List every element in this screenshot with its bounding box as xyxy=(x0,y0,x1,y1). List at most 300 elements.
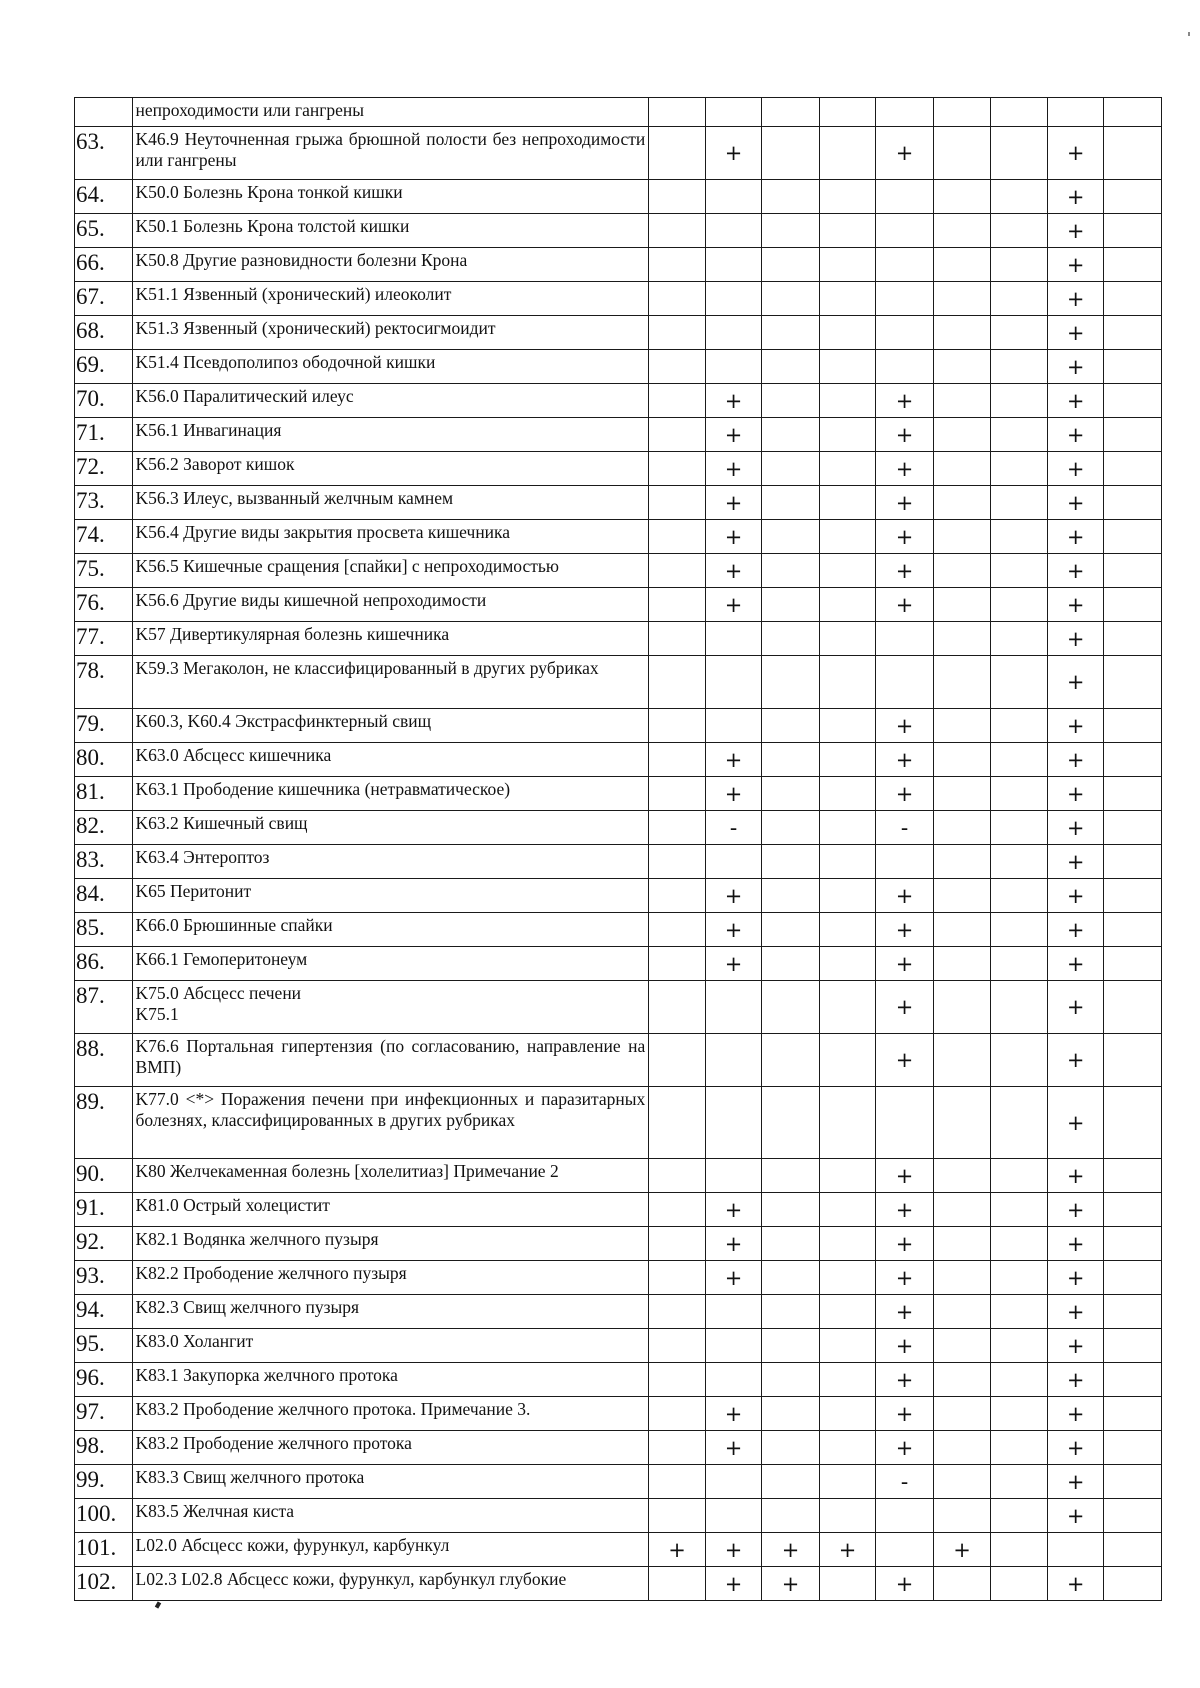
mark-cell-col-9 xyxy=(1104,384,1162,418)
diagnosis-name: K66.0 Брюшинные спайки xyxy=(132,913,649,947)
mark-cell-col-2: - xyxy=(705,811,762,845)
mark-cell-col-4 xyxy=(819,520,876,554)
mark-cell-col-8: + xyxy=(1047,452,1104,486)
mark-cell-col-3 xyxy=(762,913,820,947)
mark-cell-col-9 xyxy=(1104,127,1162,180)
mark-cell-col-5 xyxy=(876,248,934,282)
mark-cell-col-4 xyxy=(819,452,876,486)
mark-cell-col-2 xyxy=(705,845,762,879)
row-number: 87. xyxy=(75,981,133,1034)
mark-cell-col-4 xyxy=(819,1193,876,1227)
mark-cell-col-5: + xyxy=(876,1295,934,1329)
mark-cell-col-6 xyxy=(933,588,991,622)
mark-cell-col-4 xyxy=(819,180,876,214)
table-row xyxy=(75,879,1162,913)
mark-cell-col-4 xyxy=(819,743,876,777)
mark-cell-col-2: + xyxy=(705,127,762,180)
mark-cell-col-3 xyxy=(762,520,820,554)
diagnosis-name: K51.4 Псевдополипоз ободочной кишки xyxy=(132,350,649,384)
mark-cell-col-5 xyxy=(876,1499,934,1533)
mark-cell-col-9 xyxy=(1104,98,1162,127)
mark-cell-col-4 xyxy=(819,418,876,452)
mark-cell-col-9 xyxy=(1104,1499,1162,1533)
mark-cell-col-9 xyxy=(1104,1397,1162,1431)
row-number xyxy=(75,98,133,127)
diagnosis-name: L02.3 L02.8 Абсцесс кожи, фурункул, карбункул глубокие xyxy=(132,1567,649,1601)
row-number: 96. xyxy=(75,1363,133,1397)
diagnosis-name: K56.6 Другие виды кишечной непроходимости xyxy=(132,588,649,622)
mark-cell-col-6 xyxy=(933,180,991,214)
table-row xyxy=(75,316,1162,350)
table-row xyxy=(75,1397,1162,1431)
mark-cell-col-2 xyxy=(705,1465,762,1499)
table-row xyxy=(75,127,1162,180)
table-row xyxy=(75,554,1162,588)
mark-cell-col-2 xyxy=(705,180,762,214)
mark-cell-col-2 xyxy=(705,214,762,248)
mark-cell-col-4 xyxy=(819,486,876,520)
mark-cell-col-2 xyxy=(705,622,762,656)
mark-cell-col-8: + xyxy=(1047,1034,1104,1087)
mark-cell-col-9 xyxy=(1104,1034,1162,1087)
mark-cell-col-8: + xyxy=(1047,1363,1104,1397)
mark-cell-col-1 xyxy=(649,588,706,622)
mark-cell-col-4 xyxy=(819,622,876,656)
mark-cell-col-6 xyxy=(933,316,991,350)
mark-cell-col-7 xyxy=(991,1567,1048,1601)
mark-cell-col-4 xyxy=(819,1465,876,1499)
diagnosis-name: L02.0 Абсцесс кожи, фурункул, карбункул xyxy=(132,1533,649,1567)
mark-cell-col-3 xyxy=(762,777,820,811)
row-number: 93. xyxy=(75,1261,133,1295)
row-number: 70. xyxy=(75,384,133,418)
row-number: 69. xyxy=(75,350,133,384)
mark-cell-col-5: + xyxy=(876,588,934,622)
diagnosis-name: непроходимости или гангрены xyxy=(132,98,649,127)
mark-cell-col-2: + xyxy=(705,743,762,777)
mark-cell-col-1 xyxy=(649,777,706,811)
row-number: 100. xyxy=(75,1499,133,1533)
mark-cell-col-9 xyxy=(1104,1533,1162,1567)
mark-cell-col-5: + xyxy=(876,1193,934,1227)
mark-cell-col-8: + xyxy=(1047,418,1104,452)
mark-cell-col-6 xyxy=(933,1159,991,1193)
mark-cell-col-6 xyxy=(933,127,991,180)
mark-cell-col-5: + xyxy=(876,1261,934,1295)
mark-cell-col-6 xyxy=(933,743,991,777)
mark-cell-col-1 xyxy=(649,1567,706,1601)
mark-cell-col-3 xyxy=(762,1227,820,1261)
table-row xyxy=(75,622,1162,656)
mark-cell-col-8: + xyxy=(1047,1193,1104,1227)
row-number: 63. xyxy=(75,127,133,180)
mark-cell-col-2 xyxy=(705,981,762,1034)
row-number: 99. xyxy=(75,1465,133,1499)
mark-cell-col-4 xyxy=(819,1159,876,1193)
mark-cell-col-1 xyxy=(649,1363,706,1397)
mark-cell-col-8: + xyxy=(1047,520,1104,554)
mark-cell-col-6 xyxy=(933,981,991,1034)
mark-cell-col-7 xyxy=(991,127,1048,180)
mark-cell-col-3 xyxy=(762,588,820,622)
mark-cell-col-1 xyxy=(649,879,706,913)
diagnosis-name: K63.2 Кишечный свищ xyxy=(132,811,649,845)
table-row xyxy=(75,845,1162,879)
diagnosis-name: K50.8 Другие разновидности болезни Крона xyxy=(132,248,649,282)
mark-cell-col-8: + xyxy=(1047,282,1104,316)
mark-cell-col-6: + xyxy=(933,1533,991,1567)
mark-cell-col-7 xyxy=(991,1465,1048,1499)
table-row xyxy=(75,1499,1162,1533)
table-row xyxy=(75,486,1162,520)
mark-cell-col-8: + xyxy=(1047,981,1104,1034)
mark-cell-col-1 xyxy=(649,486,706,520)
mark-cell-col-8: + xyxy=(1047,913,1104,947)
mark-cell-col-2 xyxy=(705,316,762,350)
mark-cell-col-4 xyxy=(819,350,876,384)
mark-cell-col-6 xyxy=(933,1329,991,1363)
table-row xyxy=(75,588,1162,622)
mark-cell-col-5: + xyxy=(876,1567,934,1601)
mark-cell-col-1 xyxy=(649,1034,706,1087)
mark-cell-col-4 xyxy=(819,316,876,350)
mark-cell-col-8: + xyxy=(1047,1087,1104,1159)
mark-cell-col-7 xyxy=(991,282,1048,316)
mark-cell-col-6 xyxy=(933,520,991,554)
mark-cell-col-9 xyxy=(1104,913,1162,947)
mark-cell-col-9 xyxy=(1104,1329,1162,1363)
mark-cell-col-5: + xyxy=(876,486,934,520)
mark-cell-col-7 xyxy=(991,622,1048,656)
mark-cell-col-6 xyxy=(933,656,991,709)
mark-cell-col-2: + xyxy=(705,1533,762,1567)
mark-cell-col-4 xyxy=(819,656,876,709)
mark-cell-col-1 xyxy=(649,418,706,452)
diagnosis-name: K66.1 Гемоперитонеум xyxy=(132,947,649,981)
mark-cell-col-5: + xyxy=(876,1227,934,1261)
mark-cell-col-7 xyxy=(991,554,1048,588)
mark-cell-col-7 xyxy=(991,1363,1048,1397)
mark-cell-col-8: + xyxy=(1047,248,1104,282)
mark-cell-col-1 xyxy=(649,811,706,845)
mark-cell-col-3 xyxy=(762,282,820,316)
mark-cell-col-6 xyxy=(933,1567,991,1601)
mark-cell-col-1 xyxy=(649,98,706,127)
mark-cell-col-1 xyxy=(649,520,706,554)
diagnosis-name: K82.2 Прободение желчного пузыря xyxy=(132,1261,649,1295)
mark-cell-col-6 xyxy=(933,947,991,981)
diagnosis-name: K77.0 <*> Поражения печени при инфекционных и паразитарных болезнях, классифицированных в других рубриках xyxy=(132,1087,649,1159)
mark-cell-col-6 xyxy=(933,622,991,656)
mark-cell-col-5 xyxy=(876,656,934,709)
mark-cell-col-9 xyxy=(1104,1295,1162,1329)
mark-cell-col-5: + xyxy=(876,743,934,777)
diagnosis-name: K59.3 Мегаколон, не классифицированный в других рубриках xyxy=(132,656,649,709)
row-number: 89. xyxy=(75,1087,133,1159)
mark-cell-col-2 xyxy=(705,709,762,743)
mark-cell-col-2: + xyxy=(705,879,762,913)
mark-cell-col-5 xyxy=(876,282,934,316)
row-number: 66. xyxy=(75,248,133,282)
mark-cell-col-1 xyxy=(649,1397,706,1431)
mark-cell-col-4 xyxy=(819,127,876,180)
mark-cell-col-3 xyxy=(762,486,820,520)
mark-cell-col-9 xyxy=(1104,709,1162,743)
table-row xyxy=(75,350,1162,384)
mark-cell-col-4 xyxy=(819,1227,876,1261)
mark-cell-col-4 xyxy=(819,777,876,811)
row-number: 90. xyxy=(75,1159,133,1193)
mark-cell-col-7 xyxy=(991,947,1048,981)
mark-cell-col-5: - xyxy=(876,811,934,845)
mark-cell-col-8: + xyxy=(1047,214,1104,248)
row-number: 85. xyxy=(75,913,133,947)
row-number: 92. xyxy=(75,1227,133,1261)
mark-cell-col-5: + xyxy=(876,1397,934,1431)
mark-cell-col-8: + xyxy=(1047,180,1104,214)
table-row xyxy=(75,811,1162,845)
mark-cell-col-4 xyxy=(819,214,876,248)
row-number: 82. xyxy=(75,811,133,845)
mark-cell-col-2: + xyxy=(705,554,762,588)
mark-cell-col-9 xyxy=(1104,777,1162,811)
mark-cell-col-7 xyxy=(991,1261,1048,1295)
row-number: 86. xyxy=(75,947,133,981)
mark-cell-col-7 xyxy=(991,486,1048,520)
mark-cell-col-4 xyxy=(819,1034,876,1087)
mark-cell-col-8: + xyxy=(1047,1295,1104,1329)
row-number: 72. xyxy=(75,452,133,486)
mark-cell-col-1 xyxy=(649,1329,706,1363)
mark-cell-col-3 xyxy=(762,709,820,743)
mark-cell-col-9 xyxy=(1104,656,1162,709)
mark-cell-col-9 xyxy=(1104,350,1162,384)
row-number: 71. xyxy=(75,418,133,452)
mark-cell-col-8: + xyxy=(1047,1329,1104,1363)
mark-cell-col-3 xyxy=(762,1499,820,1533)
mark-cell-col-2: + xyxy=(705,452,762,486)
mark-cell-col-8: + xyxy=(1047,316,1104,350)
mark-cell-col-2: + xyxy=(705,520,762,554)
mark-cell-col-1 xyxy=(649,350,706,384)
mark-cell-col-1 xyxy=(649,282,706,316)
row-number: 91. xyxy=(75,1193,133,1227)
diagnosis-name: K57 Дивертикулярная болезнь кишечника xyxy=(132,622,649,656)
diagnosis-name: K80 Желчекаменная болезнь [холелитиаз] Примечание 2 xyxy=(132,1159,649,1193)
mark-cell-col-6 xyxy=(933,1431,991,1465)
diagnosis-name: K83.2 Прободение желчного протока xyxy=(132,1431,649,1465)
mark-cell-col-8: + xyxy=(1047,486,1104,520)
table-row xyxy=(75,1193,1162,1227)
row-number: 101. xyxy=(75,1533,133,1567)
mark-cell-col-3 xyxy=(762,743,820,777)
mark-cell-col-9 xyxy=(1104,1363,1162,1397)
mark-cell-col-8: + xyxy=(1047,709,1104,743)
mark-cell-col-6 xyxy=(933,384,991,418)
diagnosis-name: K83.5 Желчная киста xyxy=(132,1499,649,1533)
mark-cell-col-8: + xyxy=(1047,1465,1104,1499)
diagnosis-name: K82.1 Водянка желчного пузыря xyxy=(132,1227,649,1261)
mark-cell-col-4 xyxy=(819,1261,876,1295)
mark-cell-col-3 xyxy=(762,845,820,879)
mark-cell-col-5 xyxy=(876,350,934,384)
mark-cell-col-7 xyxy=(991,214,1048,248)
mark-cell-col-8: + xyxy=(1047,947,1104,981)
mark-cell-col-5: + xyxy=(876,709,934,743)
table-row xyxy=(75,1087,1162,1159)
mark-cell-col-9 xyxy=(1104,622,1162,656)
mark-cell-col-9 xyxy=(1104,520,1162,554)
mark-cell-col-9 xyxy=(1104,947,1162,981)
table-row xyxy=(75,418,1162,452)
table-row xyxy=(75,656,1162,709)
table-row xyxy=(75,1363,1162,1397)
mark-cell-col-7 xyxy=(991,1397,1048,1431)
mark-cell-col-3 xyxy=(762,1363,820,1397)
mark-cell-col-2 xyxy=(705,1159,762,1193)
mark-cell-col-6 xyxy=(933,913,991,947)
row-number: 81. xyxy=(75,777,133,811)
mark-cell-col-1 xyxy=(649,248,706,282)
mark-cell-col-4 xyxy=(819,981,876,1034)
mark-cell-col-7 xyxy=(991,1159,1048,1193)
mark-cell-col-5: + xyxy=(876,1329,934,1363)
row-number: 98. xyxy=(75,1431,133,1465)
row-number: 76. xyxy=(75,588,133,622)
diagnosis-name: K82.3 Свищ желчного пузыря xyxy=(132,1295,649,1329)
mark-cell-col-7 xyxy=(991,1499,1048,1533)
mark-cell-col-9 xyxy=(1104,1193,1162,1227)
mark-cell-col-6 xyxy=(933,418,991,452)
mark-cell-col-6 xyxy=(933,282,991,316)
mark-cell-col-8: + xyxy=(1047,1159,1104,1193)
row-number: 73. xyxy=(75,486,133,520)
mark-cell-col-8: + xyxy=(1047,1397,1104,1431)
mark-cell-col-9 xyxy=(1104,879,1162,913)
mark-cell-col-4 xyxy=(819,709,876,743)
mark-cell-col-8 xyxy=(1047,1533,1104,1567)
mark-cell-col-6 xyxy=(933,1087,991,1159)
mark-cell-col-6 xyxy=(933,1499,991,1533)
mark-cell-col-2 xyxy=(705,1087,762,1159)
mark-cell-col-1 xyxy=(649,180,706,214)
mark-cell-col-9 xyxy=(1104,1465,1162,1499)
mark-cell-col-3 xyxy=(762,127,820,180)
mark-cell-col-1 xyxy=(649,1227,706,1261)
mark-cell-col-2: + xyxy=(705,1431,762,1465)
table-row xyxy=(75,1329,1162,1363)
mark-cell-col-5 xyxy=(876,316,934,350)
mark-cell-col-9 xyxy=(1104,1087,1162,1159)
row-number: 88. xyxy=(75,1034,133,1087)
row-number: 80. xyxy=(75,743,133,777)
table-row xyxy=(75,384,1162,418)
mark-cell-col-5: + xyxy=(876,981,934,1034)
mark-cell-col-8: + xyxy=(1047,127,1104,180)
table-row xyxy=(75,248,1162,282)
mark-cell-col-9 xyxy=(1104,1261,1162,1295)
mark-cell-col-2 xyxy=(705,1295,762,1329)
mark-cell-col-9 xyxy=(1104,452,1162,486)
mark-cell-col-4: + xyxy=(819,1533,876,1567)
diagnosis-name: K81.0 Острый холецистит xyxy=(132,1193,649,1227)
mark-cell-col-7 xyxy=(991,248,1048,282)
mark-cell-col-2 xyxy=(705,1499,762,1533)
mark-cell-col-2: + xyxy=(705,1261,762,1295)
mark-cell-col-2: + xyxy=(705,777,762,811)
mark-cell-col-6 xyxy=(933,350,991,384)
mark-cell-col-5: + xyxy=(876,1159,934,1193)
table-row xyxy=(75,282,1162,316)
mark-cell-col-9 xyxy=(1104,554,1162,588)
mark-cell-col-2 xyxy=(705,98,762,127)
mark-cell-col-2: + xyxy=(705,1227,762,1261)
mark-cell-col-1 xyxy=(649,1295,706,1329)
mark-cell-col-2: + xyxy=(705,1567,762,1601)
table-row xyxy=(75,1567,1162,1601)
row-number: 67. xyxy=(75,282,133,316)
table-row xyxy=(75,1227,1162,1261)
mark-cell-col-7 xyxy=(991,981,1048,1034)
mark-cell-col-5 xyxy=(876,1087,934,1159)
mark-cell-col-3 xyxy=(762,1159,820,1193)
mark-cell-col-5: + xyxy=(876,947,934,981)
mark-cell-col-1 xyxy=(649,1499,706,1533)
mark-cell-col-3 xyxy=(762,656,820,709)
mark-cell-col-5 xyxy=(876,1533,934,1567)
mark-cell-col-2: + xyxy=(705,913,762,947)
mark-cell-col-7 xyxy=(991,418,1048,452)
mark-cell-col-9 xyxy=(1104,248,1162,282)
mark-cell-col-1 xyxy=(649,1087,706,1159)
mark-cell-col-2: + xyxy=(705,588,762,622)
mark-cell-col-9 xyxy=(1104,214,1162,248)
mark-cell-col-1 xyxy=(649,981,706,1034)
diagnosis-name: K56.5 Кишечные сращения [спайки] с непроходимостью xyxy=(132,554,649,588)
mark-cell-col-5: + xyxy=(876,777,934,811)
mark-cell-col-3 xyxy=(762,180,820,214)
mark-cell-col-7 xyxy=(991,180,1048,214)
mark-cell-col-7 xyxy=(991,1227,1048,1261)
scan-speck xyxy=(1188,32,1190,36)
table-row xyxy=(75,1533,1162,1567)
mark-cell-col-3 xyxy=(762,1034,820,1087)
mark-cell-col-8: + xyxy=(1047,384,1104,418)
diagnosis-name: K60.3, K60.4 Экстрасфинктерный свищ xyxy=(132,709,649,743)
mark-cell-col-4 xyxy=(819,588,876,622)
mark-cell-col-3 xyxy=(762,1261,820,1295)
mark-cell-col-6 xyxy=(933,248,991,282)
mark-cell-col-6 xyxy=(933,1193,991,1227)
diagnosis-name: K56.3 Илеус, вызванный желчным камнем xyxy=(132,486,649,520)
mark-cell-col-7 xyxy=(991,1533,1048,1567)
diagnosis-name: K51.1 Язвенный (хронический) илеоколит xyxy=(132,282,649,316)
mark-cell-col-2: + xyxy=(705,418,762,452)
mark-cell-col-4 xyxy=(819,1295,876,1329)
mark-cell-col-7 xyxy=(991,777,1048,811)
mark-cell-col-4 xyxy=(819,1567,876,1601)
mark-cell-col-2: + xyxy=(705,1193,762,1227)
row-number: 94. xyxy=(75,1295,133,1329)
mark-cell-col-7 xyxy=(991,452,1048,486)
row-number: 65. xyxy=(75,214,133,248)
row-number: 84. xyxy=(75,879,133,913)
mark-cell-col-8: + xyxy=(1047,554,1104,588)
mark-cell-col-9 xyxy=(1104,282,1162,316)
diagnosis-name: K56.4 Другие виды закрытия просвета кишечника xyxy=(132,520,649,554)
mark-cell-col-9 xyxy=(1104,1431,1162,1465)
table-body xyxy=(75,98,1162,1601)
